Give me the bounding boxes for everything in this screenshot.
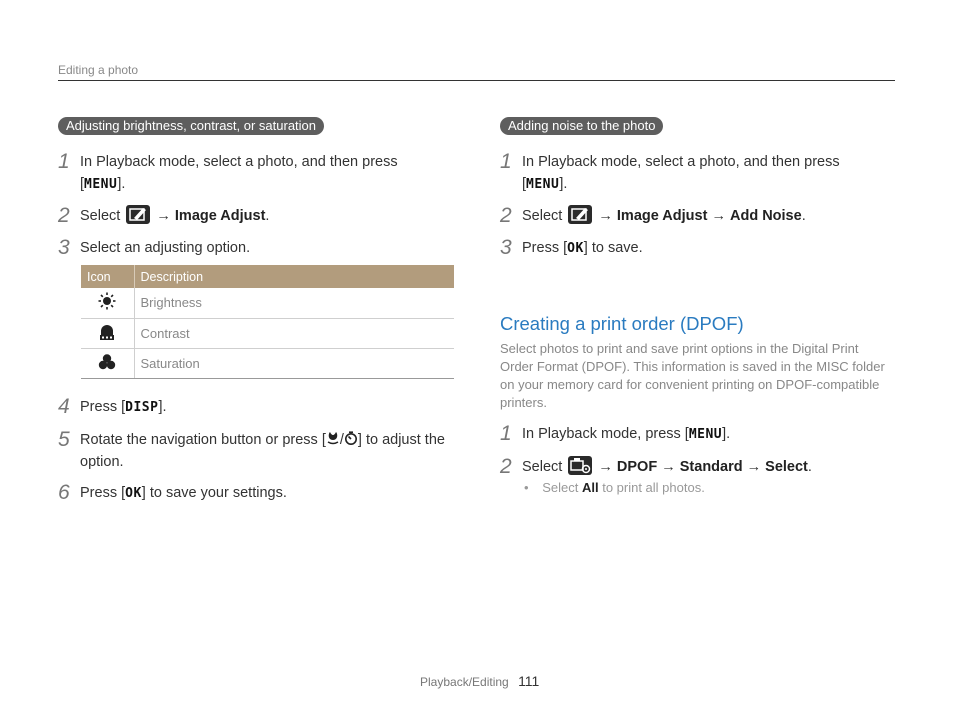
step-text: Press [ <box>80 485 126 501</box>
step-number: 1 <box>58 150 70 173</box>
step-text-end: ] to save your settings. <box>141 485 287 501</box>
photo-edit-icon <box>126 205 150 224</box>
photo-edit-icon <box>568 205 592 224</box>
arrow: → <box>598 459 613 475</box>
table-row <box>81 348 454 378</box>
left-step-2: 2 Select → Image Adjust. <box>58 204 270 227</box>
menu-target-add-noise: Add Noise <box>729 208 802 224</box>
step-text-end: ] to save. <box>583 240 643 256</box>
step-text: In Playback mode, select a photo, and then press <box>522 154 840 170</box>
menu-target-standard: Standard <box>679 459 743 475</box>
column-header-icon: Icon <box>81 265 134 288</box>
menu-target-image-adjust: Image Adjust <box>174 208 266 224</box>
section-pill-noise: Adding noise to the photo <box>500 117 663 135</box>
footer-label: Playback/Editing <box>420 675 509 689</box>
bullet-dot: • <box>524 480 529 495</box>
saturation-icon <box>98 353 116 371</box>
bullet-text-end: to print all photos. <box>602 480 705 495</box>
left-step-6 <box>58 482 287 505</box>
description-cell: Contrast <box>134 318 454 348</box>
step-number: 2 <box>58 204 70 227</box>
step-text: In Playback mode, select a photo, and then press <box>80 154 398 170</box>
step-text: In Playback mode, press [ <box>522 426 689 442</box>
dpof-step-1 <box>500 423 730 446</box>
right-step-3 <box>500 237 643 260</box>
table-row <box>81 288 454 318</box>
step-text-end: ]. <box>158 399 167 415</box>
adjust-options-table <box>81 265 454 379</box>
menu-key: MENU <box>688 427 723 442</box>
disp-key: DISP <box>125 400 159 415</box>
dpof-step-2: 2 Select → DPOF → Standard → Select. <box>500 455 812 478</box>
left-step-1: 1 In Playback mode, select a photo, and then press [MENU]. <box>58 151 418 196</box>
menu-target-dpof: DPOF <box>616 459 658 475</box>
step-number: 2 <box>500 455 512 478</box>
menu-key: MENU <box>526 177 560 192</box>
header-section: Editing a photo <box>58 63 139 77</box>
step-text: Select <box>80 208 121 224</box>
step-number: 6 <box>58 481 70 504</box>
dpof-section-title: Creating a print order (DPOF) <box>500 313 744 334</box>
step-number: 1 <box>500 150 512 173</box>
menu-target-image-adjust: Image Adjust <box>616 208 708 224</box>
right-step-2: 2 Select → Image Adjust → Add Noise. <box>500 204 806 227</box>
section-pill-brightness: Adjusting brightness, contrast, or saturation <box>58 117 324 135</box>
step-text-end: ]. <box>722 426 731 442</box>
right-step-1: 1 In Playback mode, select a photo, and then press [MENU]. <box>500 151 870 196</box>
step-text: Rotate the navigation button or press [ <box>80 432 326 448</box>
step-text: Select an adjusting option. <box>80 240 251 256</box>
step-number: 3 <box>58 236 70 259</box>
print-settings-icon <box>568 456 592 475</box>
arrow: → <box>156 208 171 224</box>
column-header-description: Description <box>134 265 454 288</box>
step-text: Select <box>522 459 563 475</box>
step-number: 5 <box>58 428 70 451</box>
step-text-end: ] to adjust the option. <box>80 432 445 470</box>
bullet-bold: All <box>581 480 599 495</box>
step-text: Select <box>522 208 563 224</box>
arrow: → <box>661 459 676 475</box>
arrow: → <box>711 208 726 224</box>
left-step-3 <box>58 237 250 259</box>
ok-key: OK <box>567 241 584 256</box>
step-text: Press [ <box>80 399 126 415</box>
menu-target-select: Select <box>765 459 808 475</box>
page-number: 111 <box>518 673 540 689</box>
timer-icon <box>344 431 358 446</box>
step-number: 2 <box>500 204 512 227</box>
dpof-description: Select photos to print and save print options in the Digital Print Order Format (DPOF). This information is saved in the MISC folder on your memory card for convenient printing on DPOF-compatible printers. <box>500 341 885 410</box>
footer <box>420 673 539 689</box>
description-cell: Brightness <box>134 288 454 318</box>
header-rule <box>58 80 895 81</box>
step-text: Press [ <box>522 240 568 256</box>
arrow: → <box>598 208 613 224</box>
menu-key: MENU <box>84 177 118 192</box>
left-step-4 <box>58 396 167 419</box>
brightness-icon <box>98 292 116 310</box>
step-number: 3 <box>500 236 512 259</box>
bullet-text: Select <box>542 480 579 495</box>
table-row <box>81 318 454 348</box>
step-number: 1 <box>500 422 512 445</box>
dpof-bullet <box>524 480 705 495</box>
description-cell: Saturation <box>134 348 454 378</box>
arrow: → <box>746 459 762 475</box>
step-number: 4 <box>58 395 70 418</box>
left-step-5: 5 Rotate the navigation button or press [ / ] to adjust the option. <box>58 428 445 470</box>
contrast-icon <box>98 323 116 341</box>
ok-key: OK <box>125 486 142 501</box>
macro-icon <box>326 431 340 446</box>
